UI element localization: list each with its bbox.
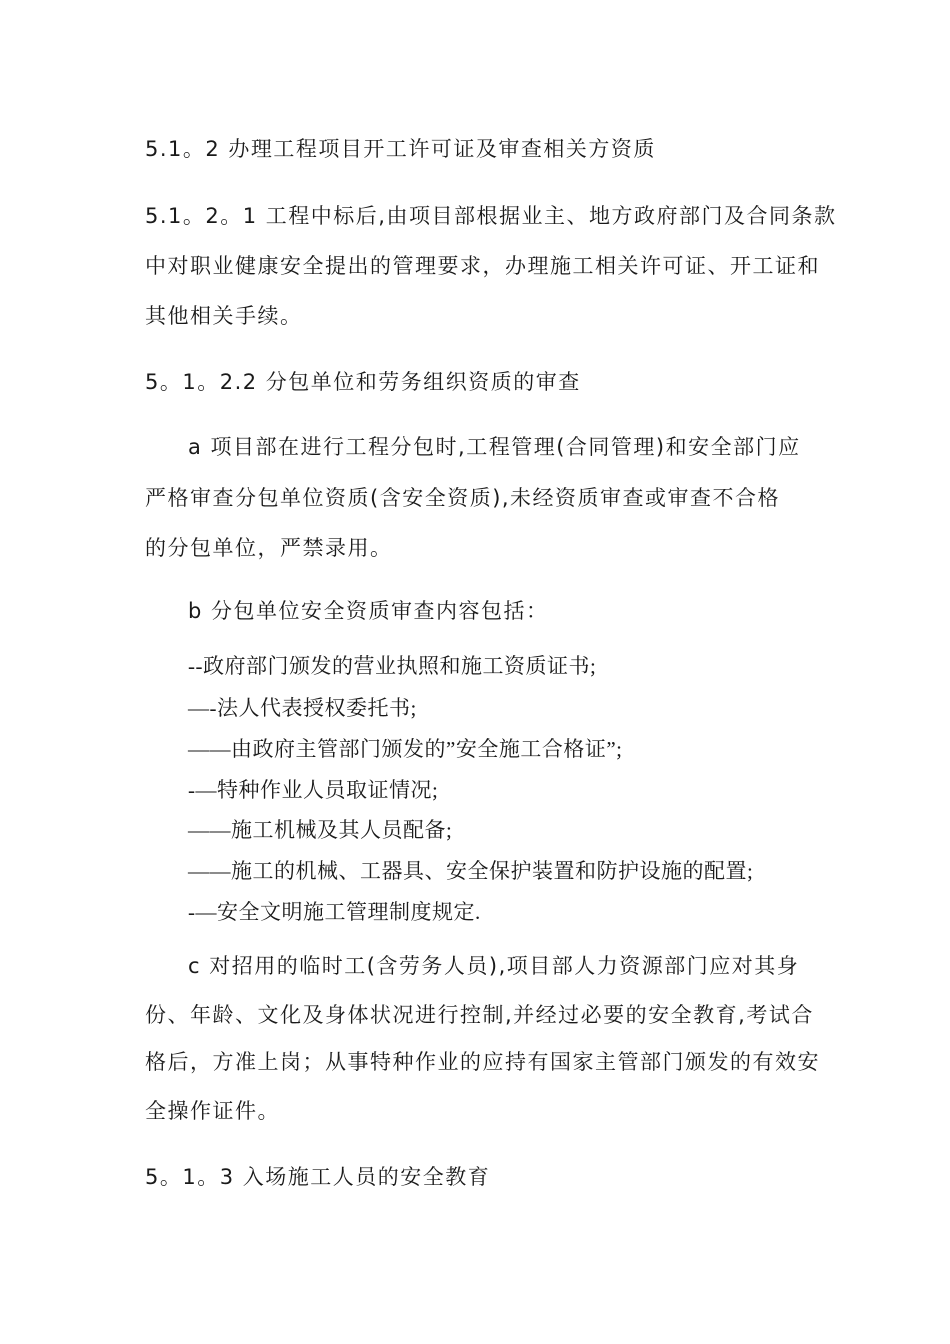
item-b-list-entry: -—安全文明施工管理制度规定. <box>188 900 481 924</box>
item-b-list-entry: —-法人代表授权委托书; <box>188 696 417 720</box>
item-b-list-entry: --政府部门颁发的营业执照和施工资质证书; <box>188 654 597 678</box>
item-b-list-entry: -—特种作业人员取证情况; <box>188 778 439 802</box>
item-b-list-entry: ——施工机械及其人员配备; <box>188 818 453 842</box>
section-5-1-2-2-heading: 5。1。2.2 分包单位和劳务组织资质的审查 <box>145 370 581 394</box>
item-a-line-2: 严格审查分包单位资质(含安全资质),未经资质审查或审查不合格 <box>145 486 781 510</box>
item-c-line-1: c 对招用的临时工(含劳务人员),项目部人力资源部门应对其身 <box>188 954 800 978</box>
section-5-1-2-1-line-2: 中对职业健康安全提出的管理要求，办理施工相关许可证、开工证和 <box>145 254 820 278</box>
item-b-list-entry: ——由政府主管部门颁发的”安全施工合格证”; <box>188 737 623 761</box>
section-5-1-2-1-line-1: 5.1。2。1 工程中标后,由项目部根据业主、地方政府部门及合同条款 <box>145 204 837 228</box>
item-b-title: b 分包单位安全资质审查内容包括： <box>188 599 549 623</box>
item-a-line-1: a 项目部在进行工程分包时,工程管理(合同管理)和安全部门应 <box>188 435 801 459</box>
item-b-list-entry: ——施工的机械、工器具、安全保护装置和防护设施的配置; <box>188 859 754 883</box>
item-c-line-4: 全操作证件。 <box>145 1099 280 1123</box>
item-c-line-3: 格后，方准上岗；从事特种作业的应持有国家主管部门颁发的有效安 <box>145 1050 820 1074</box>
section-5-1-2-heading: 5.1。2 办理工程项目开工许可证及审查相关方资质 <box>145 137 656 161</box>
section-5-1-3-heading: 5。1。3 入场施工人员的安全教育 <box>145 1165 491 1189</box>
item-c-line-2: 份、年龄、文化及身体状况进行控制,并经过必要的安全教育,考试合 <box>145 1003 814 1027</box>
section-5-1-2-1-line-3: 其他相关手续。 <box>145 304 303 328</box>
item-a-line-3: 的分包单位，严禁录用。 <box>145 536 393 560</box>
